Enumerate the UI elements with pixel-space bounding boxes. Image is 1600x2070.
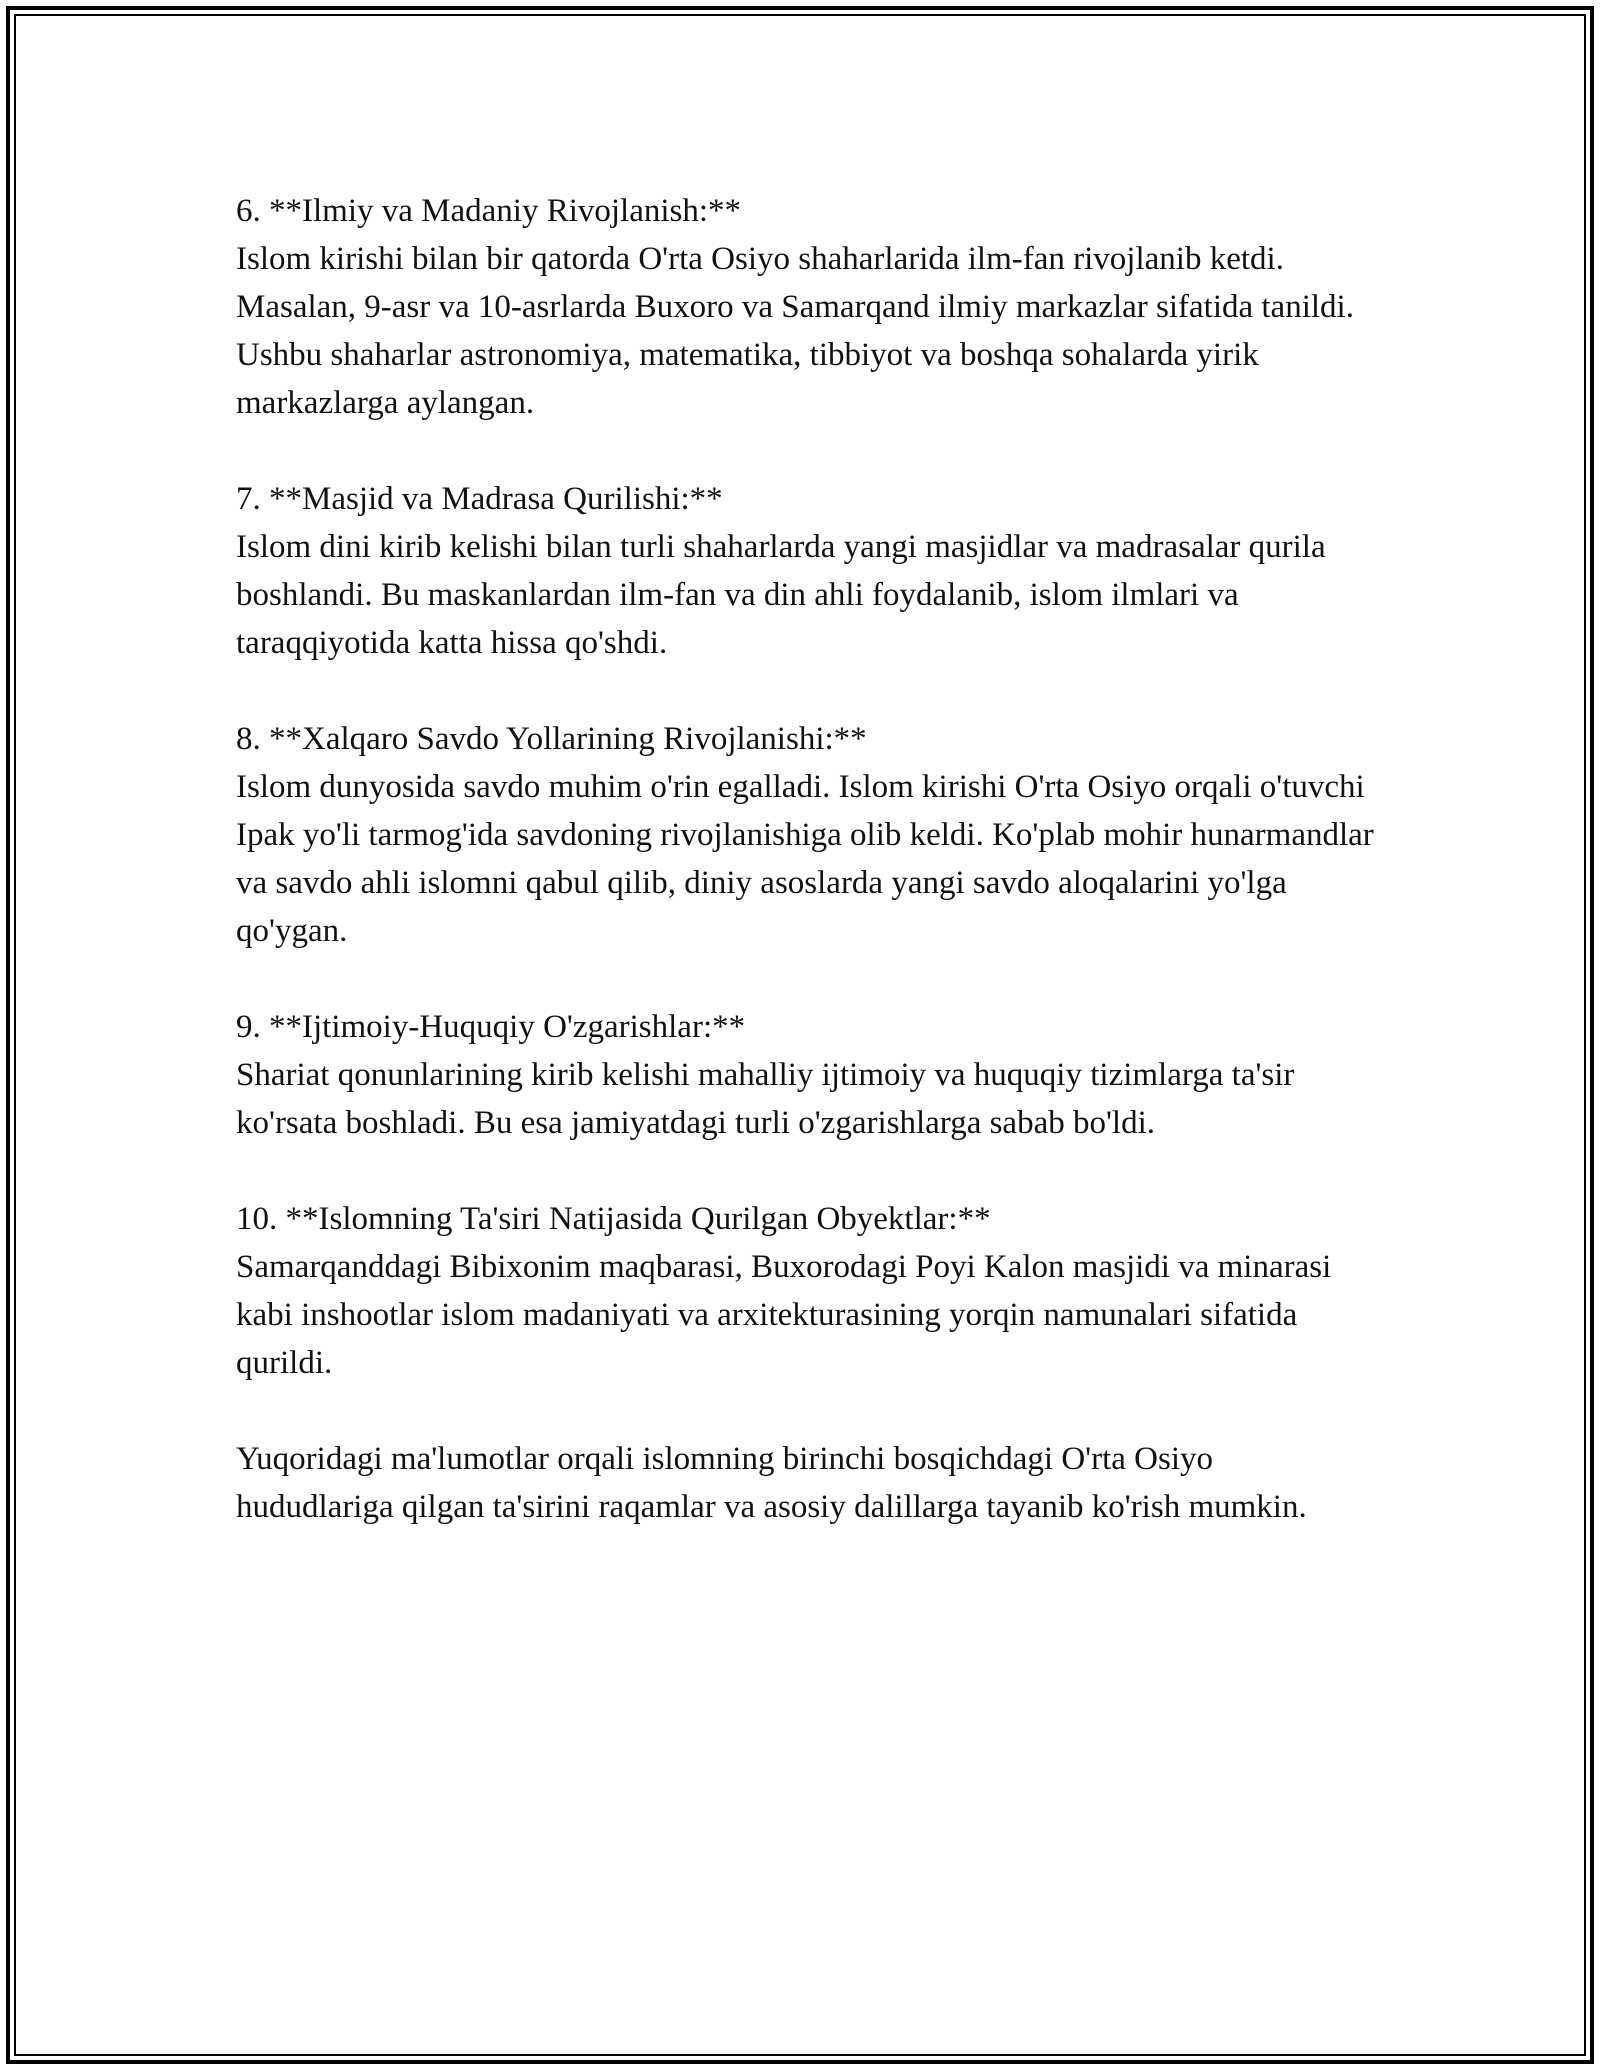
section-savdo-yollari: [236, 715, 1376, 955]
section-body: Islom dini kirib kelishi bilan turli shaharlarda yangi masjidlar va madrasalar qurila boshlandi. Bu maskanlardan ilm-fan va din ahli foydalanib, islom ilmlari va taraqqiyotida katta hissa qo'shdi.: [236, 529, 1326, 661]
section-body: Shariat qonunlarining kirib kelishi mahalliy ijtimoiy va huquqiy tizimlarga ta'sir ko'rsata boshladi. Bu esa jamiyatdagi turli o'zgarishlarga sabab bo'ldi.: [236, 1057, 1295, 1141]
section-title: 8. **Xalqaro Savdo Yollarining Rivojlanishi:**: [236, 721, 867, 757]
section-title: 7. **Masjid va Madrasa Qurilishi:**: [236, 481, 723, 517]
section-body: Islom dunyosida savdo muhim o'rin egalladi. Islom kirishi O'rta Osiyo orqali o'tuvchi Ipak yo'li tarmog'ida savdoning rivojlanishiga olib keldi. Ko'plab mohir hunarmandlar va savdo ahli islomni qabul qilib, diniy asoslarda yangi savdo aloqalarini yo'lga qo'ygan.: [236, 769, 1374, 949]
section-body: Samarqanddagi Bibixonim maqbarasi, Buxorodagi Poyi Kalon masjidi va minarasi kabi inshootlar islom madaniyati va arxitekturasining yorqin namunalari sifatida qurildi.: [236, 1249, 1332, 1381]
section-ijtimoiy-huquqiy: [236, 1003, 1376, 1147]
section-obyektlar: [236, 1195, 1376, 1387]
section-body: Islom kirishi bilan bir qatorda O'rta Osiyo shaharlarida ilm-fan rivojlanib ketdi. Masalan, 9-asr va 10-asrlarda Buxoro va Samarqand ilmiy markazlar sifatida tanildi. Ushbu shaharlar astronomiya, matematika, tibbiyot va boshqa sohalarda yirik markazlarga aylangan.: [236, 241, 1354, 421]
section-masjid-madrasa: [236, 475, 1376, 667]
conclusion-paragraph: Yuqoridagi ma'lumotlar orqali islomning birinchi bosqichdagi O'rta Osiyo hududlariga qilgan ta'sirini raqamlar va asosiy dalillarga tayanib ko'rish mumkin.: [236, 1441, 1307, 1525]
section-title: 10. **Islomning Ta'siri Natijasida Qurilgan Obyektlar:**: [236, 1201, 991, 1237]
section-title: 9. **Ijtimoiy-Huquqiy O'zgarishlar:**: [236, 1009, 746, 1045]
section-ilmiy-madaniy: [236, 187, 1376, 427]
section-title: 6. **Ilmiy va Madaniy Rivojlanish:**: [236, 193, 742, 229]
document-content: [236, 187, 1376, 1531]
